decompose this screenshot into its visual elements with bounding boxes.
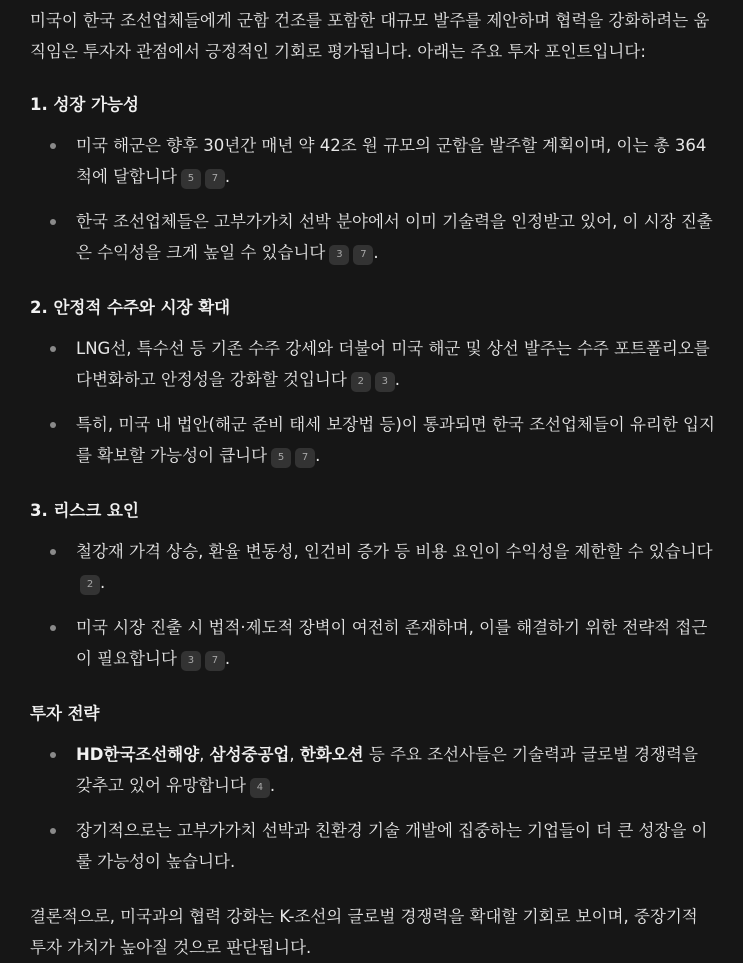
- citation-badge[interactable]: 7: [353, 245, 373, 265]
- item-text: 등 주요 조선사들은 기술력과 글로벌 경쟁력을 갖추고 있어 유망합니다: [76, 745, 698, 795]
- citation-badge[interactable]: 2: [351, 372, 371, 392]
- intro-paragraph: 미국이 한국 조선업체들에게 군함 건조를 포함한 대규모 발주를 제안하며 협력을 강화하려는 움직임은 투자자 관점에서 긍정적인 기회로 평가됩니다. 아래는 주요 투자 포인트입니다:: [30, 11, 710, 61]
- section-title-risks: 3. 리스크 요인: [30, 501, 139, 520]
- list-item: 철강재 가격 상승, 환율 변동성, 인건비 증가 등 비용 요인이 수익성을 제한할 수 있습니다2 .: [30, 536, 717, 598]
- conclusion-paragraph: 결론적으로, 미국과의 협력 강화는 K-조선의 글로벌 경쟁력을 확대할 기회로 보이며, 중장기적 투자 가치가 높아질 것으로 판단됩니다.: [30, 907, 698, 957]
- list-item: LNG선, 특수선 등 기존 수주 강세와 더불어 미국 해군 및 상선 발주는 수주 포트폴리오를 다변화하고 안정성을 강화할 것입니다 2 3 .: [30, 333, 717, 395]
- list-item: 특히, 미국 내 법안(해군 준비 태세 보장법 등)이 통과되면 한국 조선업체들이 유리한 입지를 확보할 가능성이 큽니다 5 7 .: [30, 409, 717, 471]
- item-text: 한국 조선업체들은 고부가가치 선박 분야에서 이미 기술력을 인정받고 있어, 이 시장 진출은 수익성을 크게 높일 수 있습니다: [76, 212, 713, 262]
- item-text: 철강재 가격 상승, 환율 변동성, 인건비 증가 등 비용 요인이 수익성을 제한할 수 있습니다: [76, 542, 713, 561]
- section-list-strategy: [30, 739, 717, 877]
- citation-badge[interactable]: 4: [250, 778, 270, 798]
- citation-badge[interactable]: 7: [205, 169, 225, 189]
- citation-badge[interactable]: 2: [80, 575, 100, 595]
- section-title-stable-orders: 2. 안정적 수주와 시장 확대: [30, 298, 231, 317]
- list-item: [30, 815, 717, 877]
- item-text: 장기적으로는 고부가가치 선박과 친환경 기술 개발에 집중하는 기업들이 더 큰 성장을 이룰 가능성이 높습니다.: [76, 821, 708, 871]
- citation-badge[interactable]: 3: [181, 651, 201, 671]
- company-name: HD한국조선해양: [76, 745, 200, 764]
- item-text: LNG선, 특수선 등 기존 수주 강세와 더불어 미국 해군 및 상선 발주는 수주 포트폴리오를 다변화하고 안정성을 강화할 것입니다: [76, 339, 710, 389]
- section-list-growth: [30, 130, 717, 268]
- section-list-risks: [30, 536, 717, 674]
- section-list-stable-orders: [30, 333, 717, 471]
- list-item: 미국 해군은 향후 30년간 매년 약 42조 원 규모의 군함을 발주할 계획이며, 이는 총 364척에 달합니다 5 7 .: [30, 130, 717, 192]
- item-text: 미국 해군은 향후 30년간 매년 약 42조 원 규모의 군함을 발주할 계획이며, 이는 총 364척에 달합니다: [76, 136, 707, 186]
- citation-badge[interactable]: 5: [271, 448, 291, 468]
- citation-badge[interactable]: 7: [205, 651, 225, 671]
- company-name: 한화오션: [299, 745, 364, 764]
- list-item: 미국 시장 진출 시 법적·제도적 장벽이 여전히 존재하며, 이를 해결하기 위한 전략적 접근이 필요합니다 3 7 .: [30, 612, 717, 674]
- citation-badge[interactable]: 5: [181, 169, 201, 189]
- item-text: 특히, 미국 내 법안(해군 준비 태세 보장법 등)이 통과되면 한국 조선업체들이 유리한 입지를 확보할 가능성이 큽니다: [76, 415, 715, 465]
- citation-badge[interactable]: 7: [295, 448, 315, 468]
- list-item: HD한국조선해양, 삼성중공업, 한화오션 등 주요 조선사들은 기술력과 글로벌 경쟁력을 갖추고 있어 유망합니다 4 .: [30, 739, 717, 801]
- citation-badge[interactable]: 3: [375, 372, 395, 392]
- section-title-growth: 1. 성장 가능성: [30, 95, 139, 114]
- section-title-strategy: 투자 전략: [30, 704, 100, 723]
- company-name: 삼성중공업: [209, 745, 290, 764]
- citation-badge[interactable]: 3: [329, 245, 349, 265]
- list-item: 한국 조선업체들은 고부가가치 선박 분야에서 이미 기술력을 인정받고 있어, 이 시장 진출은 수익성을 크게 높일 수 있습니다 3 7 .: [30, 206, 717, 268]
- item-text: 미국 시장 진출 시 법적·제도적 장벽이 여전히 존재하며, 이를 해결하기 위한 전략적 접근이 필요합니다: [76, 618, 708, 668]
